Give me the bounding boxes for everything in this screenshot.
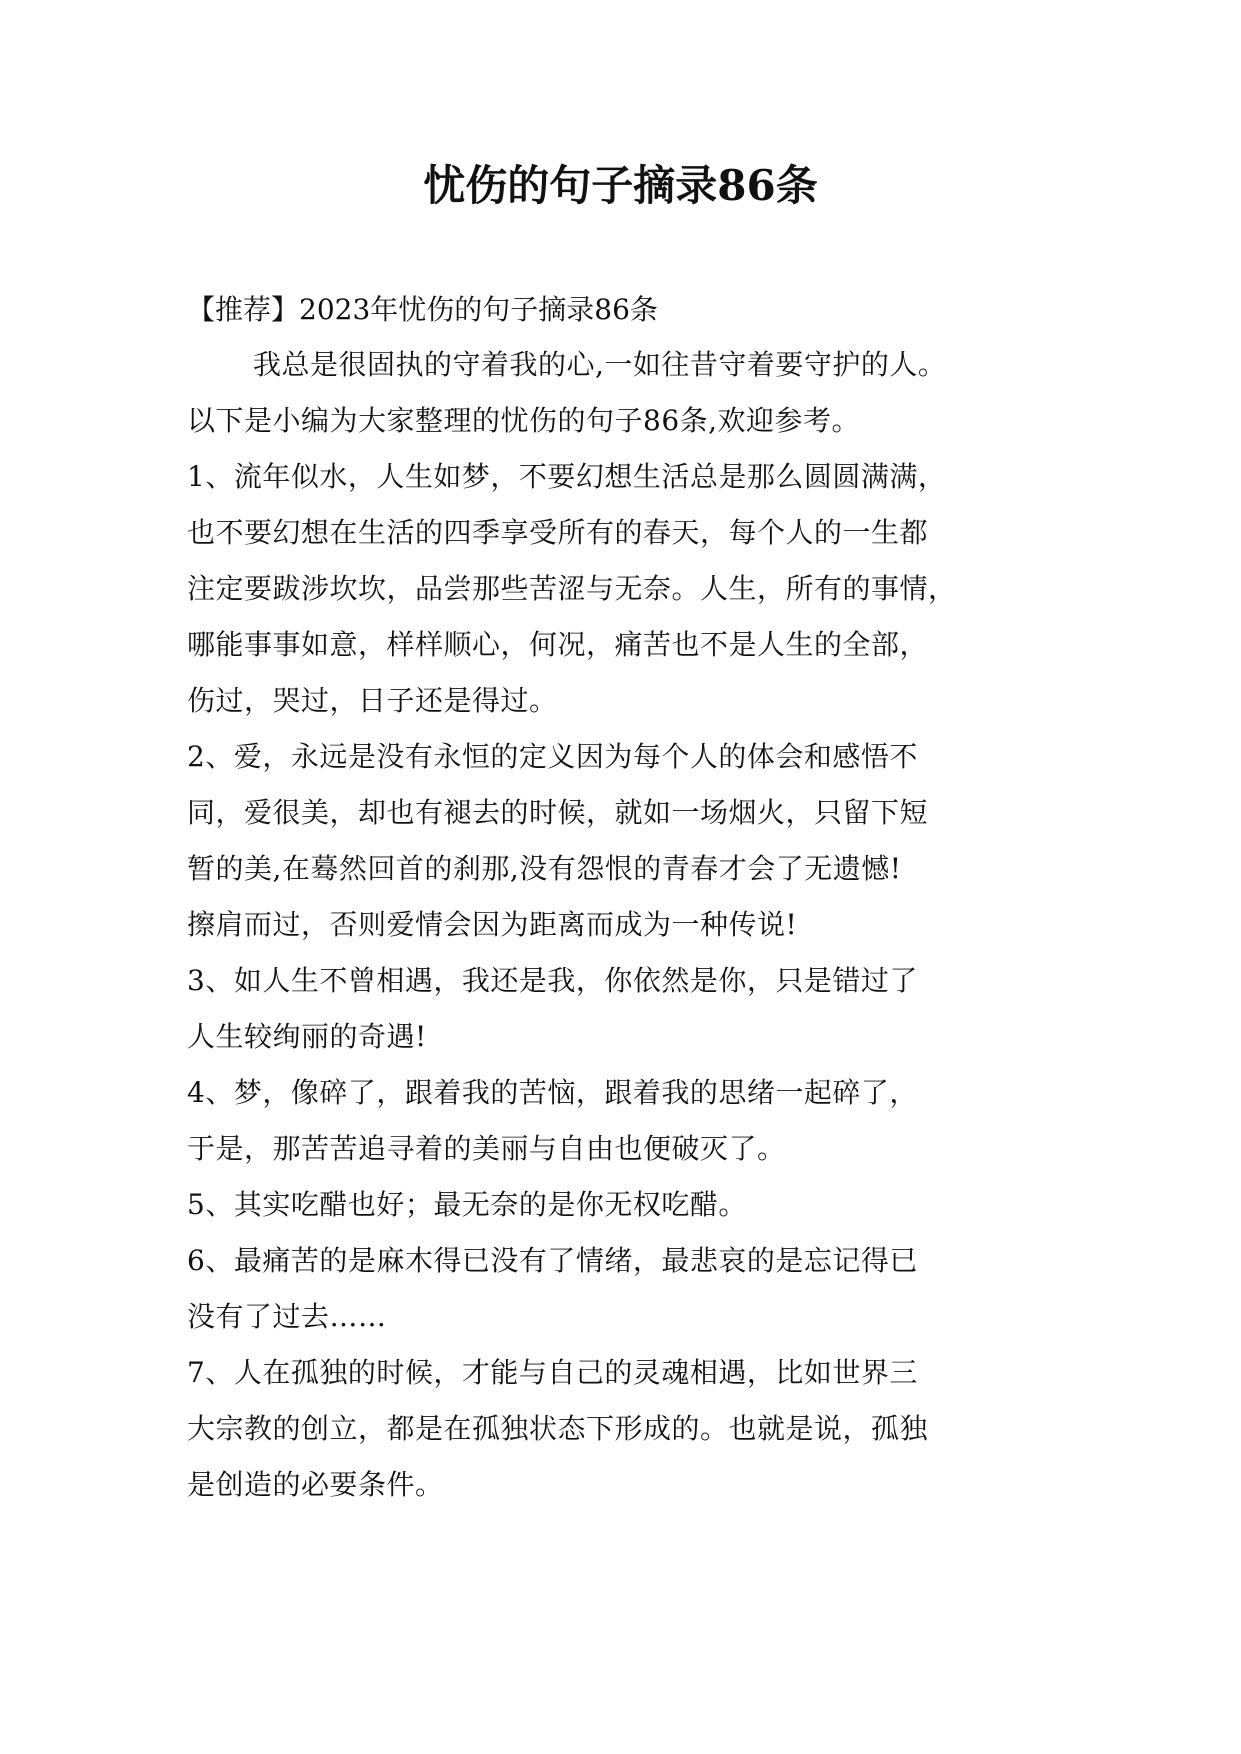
paragraph-line: 7、人在孤独的时候，才能与自己的灵魂相遇，比如世界三	[187, 1356, 918, 1389]
paragraph-line: 5、其实吃醋也好；最无奈的是你无权吃醋。	[187, 1188, 747, 1221]
paragraph-line: 暂的美,在蓦然回首的刹那,没有怨恨的青春才会了无遗憾!	[187, 852, 902, 885]
paragraph-line: 哪能事事如意，样样顺心，何况，痛苦也不是人生的全部，	[187, 628, 929, 661]
paragraph-line: 以下是小编为大家整理的忧伤的句子86条,欢迎参考。	[187, 404, 861, 437]
paragraph-line: 于是，那苦苦追寻着的美丽与自由也便破灭了。	[187, 1132, 786, 1165]
paragraph-line: 没有了过去……	[187, 1300, 387, 1333]
paragraph-line: 1、流年似水，人生如梦，不要幻想生活总是那么圆圆满满，	[187, 460, 947, 493]
paragraph-line: 注定要跋涉坎坎，品尝那些苦涩与无奈。人生，所有的事情，	[187, 572, 957, 605]
document-title: 忧伤的句子摘录86条	[423, 161, 818, 210]
paragraph-line: 3、如人生不曾相遇，我还是我，你依然是你，只是错过了	[187, 964, 918, 997]
paragraph-line: 人生较绚丽的奇遇!	[187, 1020, 427, 1053]
paragraph-line: 擦肩而过，否则爱情会因为距离而成为一种传说!	[187, 908, 798, 941]
paragraph-line: 4、梦，像碎了，跟着我的苦恼，跟着我的思绪一起碎了，	[187, 1076, 918, 1109]
paragraph-line: 同，爱很美，却也有褪去的时候，就如一场烟火，只留下短	[187, 796, 929, 829]
paragraph-line: 大宗教的创立，都是在孤独状态下形成的。也就是说，孤独	[187, 1412, 929, 1445]
paragraph-line: 6、最痛苦的是麻木得已没有了情绪，最悲哀的是忘记得已	[187, 1244, 918, 1277]
paragraph-line: 2、爱，永远是没有永恒的定义因为每个人的体会和感悟不	[187, 740, 918, 773]
document-subtitle: 【推荐】2023年忧伤的句子摘录86条	[187, 293, 658, 326]
paragraph-line: 也不要幻想在生活的四季享受所有的春天，每个人的一生都	[187, 516, 929, 549]
paragraph-line: 伤过，哭过，日子还是得过。	[187, 684, 558, 717]
paragraph-line: 我总是很固执的守着我的心,一如往昔守着要守护的人。	[253, 348, 947, 381]
paragraph-line: 是创造的必要条件。	[187, 1468, 444, 1501]
